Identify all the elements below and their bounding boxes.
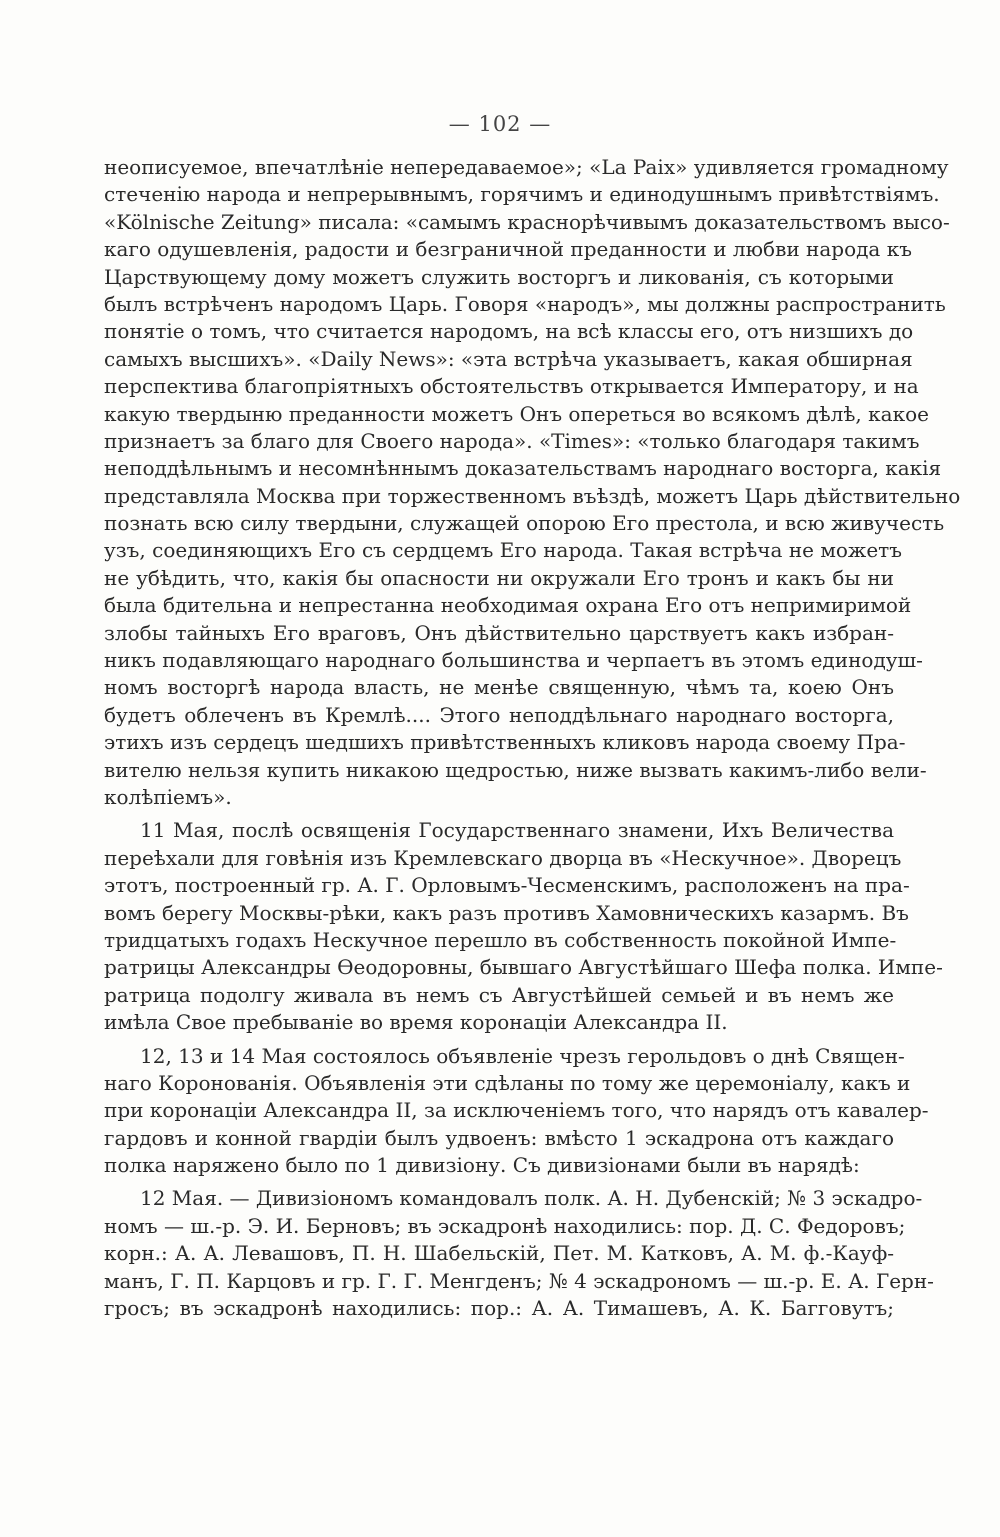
text-line: никъ подавляющаго народнаго большинства и черпаетъ въ этомъ единодуш- bbox=[104, 648, 923, 673]
text-line: этотъ, построенный гр. А. Г. Орловымъ-Чесменскимъ, расположенъ на пра- bbox=[104, 873, 910, 898]
text-line: познать всю силу твердыни, служащей опорою Его престола, и всю живучесть bbox=[104, 511, 945, 536]
text-line: неподдѣльнымъ и несомнѣннымъ доказательствамъ народнаго восторга, какія bbox=[104, 456, 942, 481]
text-line: признаетъ за благо для Своего народа». «Times»: «только благодаря такимъ bbox=[104, 428, 920, 453]
paragraph-foreign-press bbox=[104, 154, 961, 811]
text-line: «Kölnische Zeitung» писала: «самымъ краснорѣчивымъ доказательствомъ высо- bbox=[104, 209, 950, 234]
text-line: 12, 13 и 14 Мая состоялось объявленіе чрезъ герольдовъ о днѣ Священ- bbox=[140, 1043, 905, 1068]
text-line: перспектива благопріятныхъ обстоятельствъ открывается Императору, и на bbox=[104, 374, 919, 399]
text-line: ратрица подолгу живала въ немъ съ Августѣйшей семьей и въ немъ же bbox=[104, 982, 894, 1007]
text-line: вомъ берегу Москвы-рѣки, какъ разъ противъ Хамовническихъ казармъ. Въ bbox=[104, 900, 909, 925]
text-line: имѣла Свое пребываніе во время коронаціи Александра II. bbox=[104, 1010, 728, 1035]
text-line: гардовъ и конной гвардіи былъ удвоенъ: вмѣсто 1 эскадрона отъ каждаго bbox=[104, 1125, 894, 1150]
text-line: будетъ облеченъ въ Кремлѣ.... Этого неподдѣльнаго народнаго восторга, bbox=[104, 702, 894, 727]
text-line: 11 Мая, послѣ освященія Государственнаго знамени, Ихъ Величества bbox=[140, 818, 894, 843]
text-line: самыхъ высшихъ». «Daily News»: «эта встрѣча указываетъ, какая обширная bbox=[104, 346, 913, 371]
text-line: номъ — ш.-р. Э. И. Берновъ; въ эскадронѣ находились: пор. Д. С. Федоровъ; bbox=[104, 1213, 906, 1238]
text-line: колѣпіемъ». bbox=[104, 784, 232, 809]
page-number: — 102 — bbox=[448, 112, 552, 136]
text-line: при коронаціи Александра II, за исключеніемъ того, что нарядъ отъ кавалер- bbox=[104, 1098, 929, 1123]
text-line: ратрицы Александры Өеодоровны, бывшаго Августѣйшаго Шефа полка. Импе- bbox=[104, 955, 943, 980]
text-line: вителю нельзя купить никакою щедростью, ниже вызвать какимъ-либо вели- bbox=[104, 757, 927, 782]
text-line: переѣхали для говѣнія изъ Кремлевскаго дворца въ «Нескучное». Дворецъ bbox=[104, 845, 902, 870]
text-line: Царствующему дому можетъ служить восторгъ и ликованія, съ которыми bbox=[104, 264, 894, 289]
text-line: 12 Мая. — Дивизіономъ командовалъ полк. А. Н. Дубенскій; № 3 эскадро- bbox=[140, 1186, 923, 1211]
text-line: гросъ; въ эскадронѣ находились: пор.: А. А. Тимашевъ, А. К. Багговутъ; bbox=[104, 1296, 894, 1321]
text-line: понятіе о томъ, что считается народомъ, на всѣ классы его, отъ низшихъ до bbox=[104, 319, 914, 344]
text-line: злобы тайныхъ Его враговъ, Онъ дѣйствительно царствуетъ какъ избран- bbox=[104, 620, 894, 645]
text-line: номъ восторгѣ народа власть, не менѣе священную, чѣмъ та, коею Онъ bbox=[104, 675, 894, 700]
text-line: стеченію народа и непрерывнымъ, горячимъ и единодушнымъ привѣтствіямъ. bbox=[104, 182, 940, 207]
paragraph-may-12-roster bbox=[104, 1185, 934, 1322]
text-line: манъ, Г. П. Карцовъ и гр. Г. Г. Менгденъ; № 4 эскадрономъ — ш.-р. Е. А. Герн- bbox=[104, 1268, 934, 1293]
body-text bbox=[104, 154, 961, 1322]
text-line: неописуемое, впечатлѣніе непередаваемое»; «La Paix» удивляется громадному bbox=[104, 155, 949, 179]
text-line: была бдительна и непрестанна необходимая охрана Его отъ непримиримой bbox=[104, 593, 912, 618]
text-line: наго Коронованія. Объявленія эти сдѣланы по тому же церемоніалу, какъ и bbox=[104, 1070, 911, 1095]
text-line: представляла Москва при торжественномъ въѣздѣ, можетъ Царь дѣйствительно bbox=[104, 483, 961, 508]
text-line: полка наряжено было по 1 дивизіону. Съ дивизіонами были въ нарядѣ: bbox=[104, 1153, 860, 1178]
text-line: былъ встрѣченъ народомъ Царь. Говоря «народъ», мы должны распространить bbox=[104, 291, 946, 316]
text-line: каго одушевленія, радости и безграничной преданности и любви народа къ bbox=[104, 237, 912, 262]
text-line: не убѣдить, что, какія бы опасности ни окружали Его тронъ и какъ бы ни bbox=[104, 565, 894, 590]
text-line: тридцатыхъ годахъ Нескучное перешло въ собственность покойной Импе- bbox=[104, 927, 897, 952]
text-line: какую твердыню преданности можетъ Онъ опереться во всякомъ дѣлѣ, какое bbox=[104, 401, 929, 426]
text-line: этихъ изъ сердецъ шедшихъ привѣтственныхъ кликовъ народа своему Пра- bbox=[104, 730, 906, 755]
text-line: узъ, соединяющихъ Его съ сердцемъ Его народа. Такая встрѣча не можетъ bbox=[104, 538, 902, 563]
paragraph-may-11 bbox=[104, 817, 943, 1036]
paragraph-may-12-14 bbox=[104, 1043, 929, 1180]
text-line: корн.: А. А. Левашовъ, П. Н. Шабельскій, Пет. М. Катковъ, А. М. ф.-Кауф- bbox=[104, 1241, 894, 1266]
